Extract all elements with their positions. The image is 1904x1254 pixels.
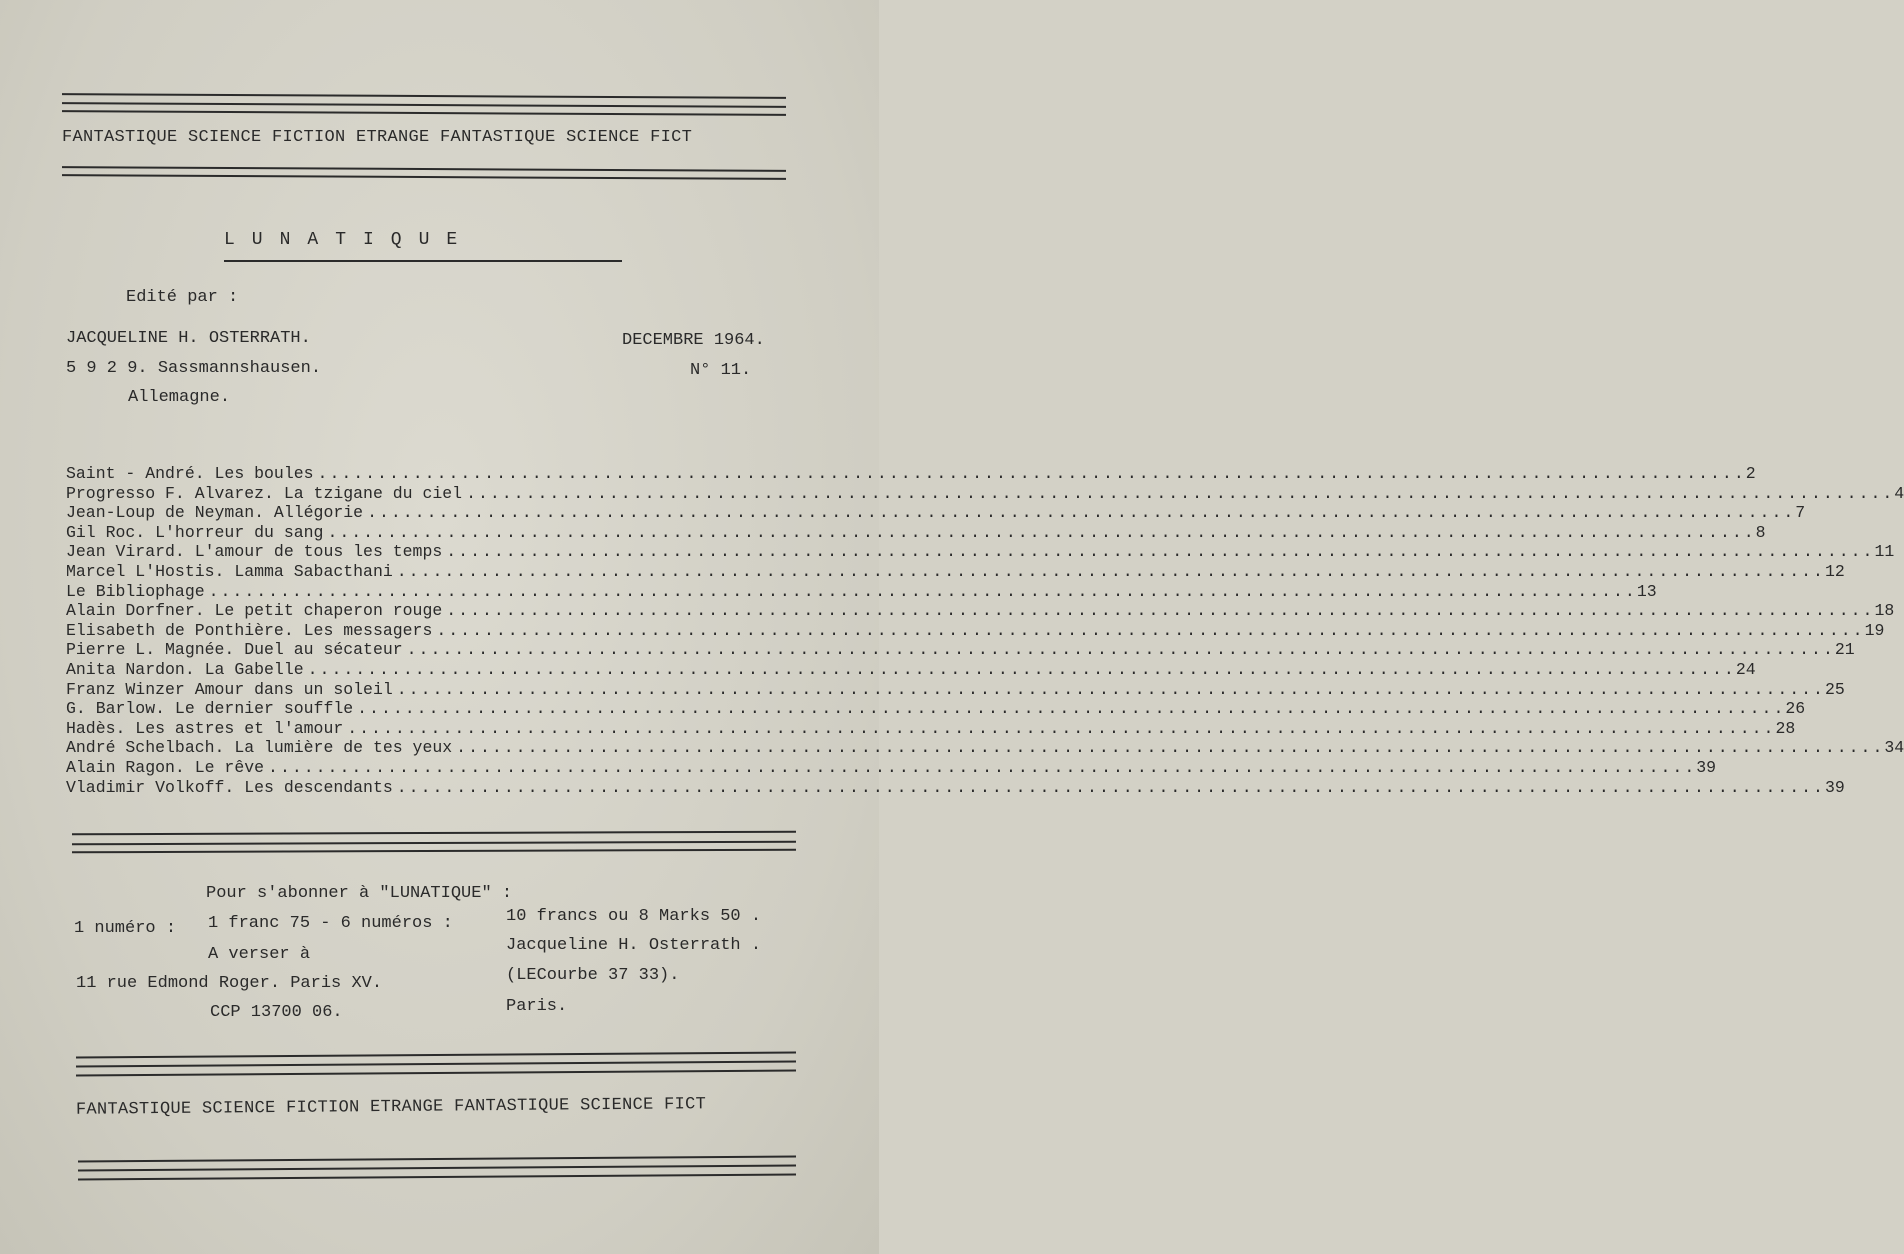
toc-page-number: 4	[1894, 483, 1904, 503]
toc-row	[66, 718, 1796, 739]
toc-row	[66, 503, 1806, 523]
toc-entry: Alain Dorfner. Le petit chaperon rouge	[66, 601, 443, 621]
toc-entry: Alain Ragon. Le rêve	[66, 757, 265, 777]
editor-country: Allemagne.	[128, 388, 231, 407]
bottom-rule-1	[76, 1051, 796, 1058]
toc-entry: G. Barlow. Le dernier souffle	[66, 699, 354, 719]
subscription-payee-name: Jacqueline H. Osterrath .	[506, 936, 762, 955]
toc-row	[66, 640, 1855, 660]
title-underline	[224, 260, 622, 262]
toc-page-number: 18	[1874, 601, 1895, 621]
toc-leader-dots: ........................................................................................................................	[307, 659, 1736, 679]
subscription-price-label: 1 numéro :	[74, 919, 177, 938]
toc-page-number: 26	[1785, 699, 1806, 719]
toc-leader-dots: ........................................................................................................................	[317, 464, 1746, 483]
toc-row	[66, 542, 1895, 562]
toc-leader-dots: ........................................................................................................................	[357, 699, 1786, 719]
mid-rule-2	[72, 841, 796, 846]
subscription-city: Paris.	[506, 997, 568, 1016]
toc-entry: Pierre L. Magnée. Duel au sécateur	[66, 640, 403, 660]
subscription-address: 11 rue Edmond Roger. Paris XV.	[76, 974, 383, 993]
toc-entry: Hadès. Les astres et l'amour	[66, 718, 344, 738]
toc-page-number: 39	[1824, 777, 1845, 797]
bottom-rule-2	[76, 1060, 796, 1067]
toc-leader-dots: ........................................................................................................................	[396, 561, 1825, 581]
toc-row	[66, 561, 1845, 582]
subscription-price-value: 10 francs ou 8 Marks 50 .	[506, 907, 762, 926]
subscription-pay-to: A verser à	[208, 945, 311, 964]
issue-date: DECEMBRE 1964.	[622, 331, 765, 350]
subscription-price-line: 1 franc 75 - 6 numéros :	[208, 914, 453, 933]
toc-row	[66, 659, 1756, 680]
mid-rule-3	[72, 849, 796, 854]
toc-entry: Jean-Loup de Neyman. Allégorie	[66, 503, 364, 523]
subscription-heading: Pour s'abonner à "LUNATIQUE" :	[206, 884, 513, 903]
toc-row	[66, 620, 1885, 641]
toc-leader-dots: ........................................................................................................................	[327, 522, 1756, 542]
toc-leader-dots: ........................................................................................................................	[456, 738, 1885, 758]
toc-entry: Anita Nardon. La Gabelle	[66, 659, 304, 679]
toc-row	[66, 738, 1904, 758]
top-rule-2	[62, 102, 786, 108]
toc-row	[66, 601, 1895, 621]
toc-leader-dots: ........................................................................................................................	[367, 503, 1796, 523]
editor-label: Edité par :	[126, 288, 239, 307]
toc-page-number: 21	[1834, 640, 1855, 660]
toc-page-number: 39	[1696, 757, 1717, 777]
toc-page-number: 11	[1874, 542, 1895, 562]
toc-row	[66, 757, 1717, 778]
toc-row	[66, 777, 1845, 798]
table-of-contents	[66, 464, 1904, 797]
toc-row	[66, 522, 1766, 543]
toc-row	[66, 679, 1845, 700]
banner-rule-2	[62, 174, 786, 180]
toc-leader-dots: ........................................................................................................................	[446, 601, 1875, 621]
top-banner: FANTASTIQUE SCIENCE FICTION ETRANGE FANTASTIQUE SCIENCE FICT	[62, 128, 693, 147]
subscription-ccp: CCP 13700 06.	[210, 1003, 343, 1022]
toc-entry: Marcel L'Hostis. Lamma Sabacthani	[66, 561, 393, 581]
toc-leader-dots: ........................................................................................................................	[208, 581, 1637, 601]
toc-page-number: 24	[1735, 659, 1756, 679]
toc-entry: Elisabeth de Ponthière. Les messagers	[66, 620, 433, 640]
toc-page-number: 34	[1884, 738, 1904, 758]
toc-leader-dots: ........................................................................................................................	[466, 483, 1895, 503]
toc-row	[66, 581, 1657, 602]
bottom-rule-3	[76, 1069, 796, 1076]
toc-leader-dots: ........................................................................................................................	[436, 620, 1865, 640]
toc-page-number: 2	[1745, 464, 1756, 483]
issue-number: N° 11.	[690, 361, 752, 380]
toc-page-number: 12	[1824, 561, 1845, 581]
bottom-rule-4	[78, 1155, 796, 1162]
magazine-title: LUNATIQUE	[224, 230, 475, 250]
toc-page-number: 28	[1775, 718, 1796, 738]
toc-entry: Le Bibliophage	[66, 581, 205, 601]
bottom-rule-5	[78, 1164, 796, 1171]
toc-page-number: 19	[1864, 620, 1885, 640]
toc-row	[66, 699, 1806, 719]
bottom-banner: FANTASTIQUE SCIENCE FICTION ETRANGE FANTASTIQUE SCIENCE FICT	[75, 1095, 707, 1120]
toc-leader-dots: ........................................................................................................................	[406, 640, 1835, 660]
toc-entry: Franz Winzer Amour dans un soleil	[66, 679, 393, 699]
top-rule-3	[62, 110, 786, 116]
toc-entry: Gil Roc. L'horreur du sang	[66, 522, 324, 542]
toc-leader-dots: ........................................................................................................................	[396, 777, 1825, 797]
toc-row	[66, 464, 1756, 484]
toc-entry: André Schelbach. La lumière de tes yeux	[66, 738, 453, 758]
toc-page-number: 25	[1824, 679, 1845, 699]
banner-rule-1	[62, 166, 786, 172]
editor-name: JACQUELINE H. OSTERRATH.	[66, 329, 311, 348]
toc-page-number: 8	[1755, 522, 1766, 542]
subscription-phone: (LECourbe 37 33).	[506, 966, 680, 985]
toc-entry: Saint - André. Les boules	[66, 464, 314, 483]
toc-entry: Progresso F. Alvarez. La tzigane du ciel	[66, 483, 463, 503]
top-rule-1	[62, 93, 786, 99]
toc-page-number: 7	[1795, 503, 1806, 523]
toc-entry: Jean Virard. L'amour de tous les temps	[66, 542, 443, 562]
bottom-rule-6	[78, 1173, 796, 1180]
toc-leader-dots: ........................................................................................................................	[396, 679, 1825, 699]
mid-rule-1	[72, 831, 796, 836]
toc-leader-dots: ........................................................................................................................	[268, 757, 1697, 777]
editor-address: 5 9 2 9. Sassmannshausen.	[66, 359, 322, 378]
toc-page-number: 13	[1636, 581, 1657, 601]
toc-leader-dots: ........................................................................................................................	[446, 542, 1875, 562]
toc-leader-dots: ........................................................................................................................	[347, 718, 1776, 738]
toc-row	[66, 483, 1904, 504]
toc-entry: Vladimir Volkoff. Les descendants	[66, 777, 393, 797]
